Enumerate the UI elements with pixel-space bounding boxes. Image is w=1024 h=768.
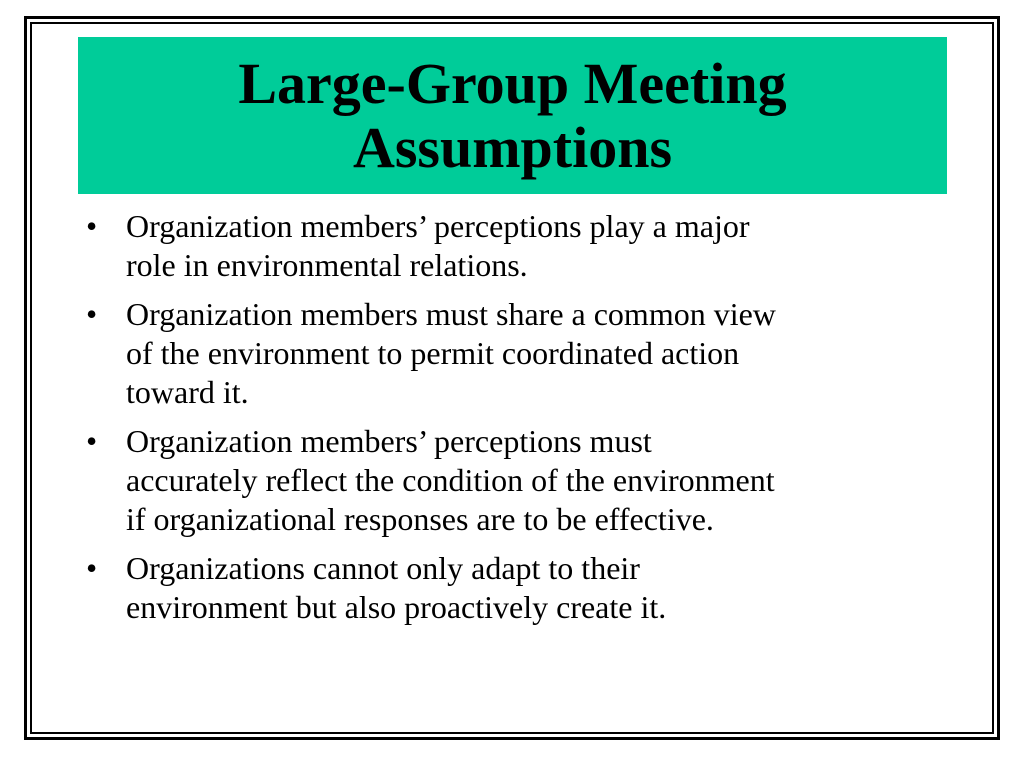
bullet-item (86, 295, 956, 412)
bullet-text-line: toward it. (126, 374, 249, 410)
bullet-text-line: of the environment to permit coordinated action (126, 335, 740, 371)
bullet-dot-icon: • (86, 550, 98, 586)
bullet-text-line: Organization members’ perceptions play a major (126, 208, 750, 244)
bullet-text-line: Organization members’ perceptions must (126, 423, 652, 459)
slide-title-line-2: Assumptions (352, 114, 673, 180)
bullet-text-line: accurately reflect the condition of the environment (126, 462, 775, 498)
bullet-text-line: role in environmental relations. (126, 247, 528, 283)
bullet-item (86, 549, 956, 627)
bullet-text-line: if organizational responses are to be effective. (126, 501, 714, 537)
bullet-text-line: environment but also proactively create it. (126, 589, 667, 625)
bullet-dot-icon: • (86, 296, 98, 332)
title-banner (78, 37, 947, 194)
bullet-item (86, 207, 956, 285)
bullet-item (86, 422, 956, 539)
bullet-dot-icon: • (86, 208, 98, 244)
bullet-list (86, 207, 956, 637)
bullet-text-line: Organizations cannot only adapt to their (126, 550, 640, 586)
slide-title-line-1: Large-Group Meeting (238, 50, 787, 116)
bullet-dot-icon: • (86, 423, 98, 459)
bullet-text-line: Organization members must share a common view (126, 296, 776, 332)
